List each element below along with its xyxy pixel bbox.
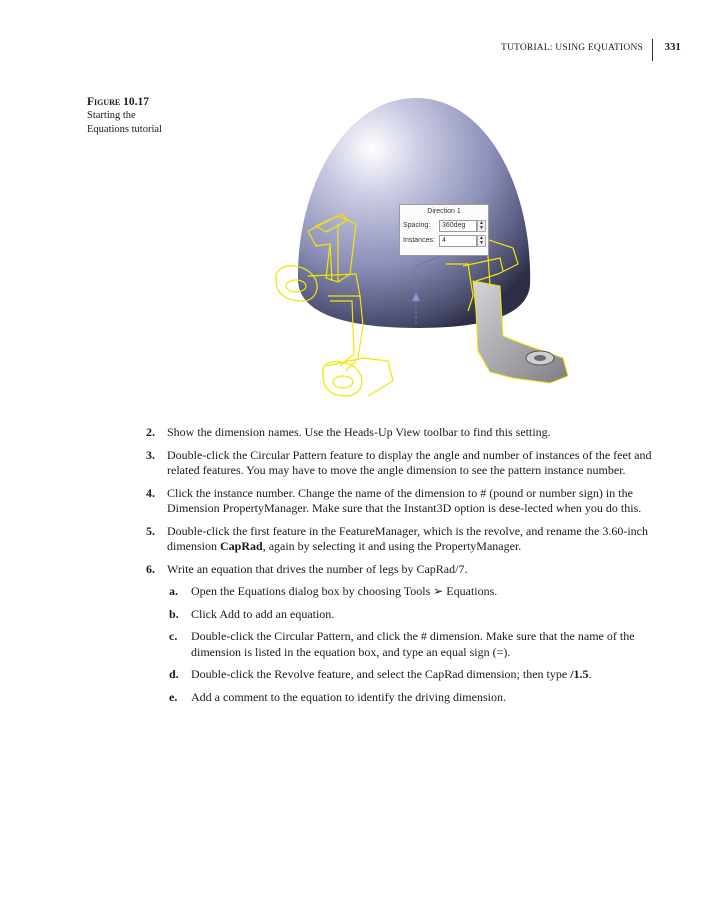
step-text: Write an equation that drives the number of legs by CapRad/7. xyxy=(167,561,468,576)
substep-text-part: Double-click the Revolve feature, and select the CapRad dimension; then type xyxy=(191,667,571,681)
step-number: 4. xyxy=(146,485,155,500)
substep xyxy=(169,667,666,683)
spacing-spinner-icon[interactable]: ▲ ▼ xyxy=(477,220,486,232)
step-text xyxy=(167,524,648,554)
step-emphasis: CapRad xyxy=(220,539,263,553)
step xyxy=(146,524,666,555)
substep-text: Click Add to add an equation. xyxy=(191,606,335,621)
substeps xyxy=(169,584,666,705)
step-text: Click the instance number. Change the name of the dimension to # (pound or number sign) in the Dimension PropertyManager. Make sure that the Instant3D option is dese-lected when you do this. xyxy=(167,485,642,515)
substep-text-part: . xyxy=(588,667,592,681)
substep-letter: b. xyxy=(169,606,179,621)
egg-model-illustration xyxy=(268,96,588,416)
substep-text: Add a comment to the equation to identify the driving dimension. xyxy=(191,689,506,704)
step-text-part: , again by selecting it and using the PropertyManager. xyxy=(262,539,522,553)
substep xyxy=(169,584,666,600)
model-figure xyxy=(268,96,588,416)
substep-text: Double-click the Circular Pattern, and click the # dimension. Make sure that the name of the dimension is listed in the equation box, and type an equal sign (=). xyxy=(191,629,635,659)
instances-input[interactable]: 4 xyxy=(439,235,477,247)
step xyxy=(146,425,666,441)
step-number: 2. xyxy=(146,425,155,439)
running-head xyxy=(480,41,681,61)
running-head-divider xyxy=(652,39,653,61)
hud-title: Direction 1 xyxy=(427,208,461,215)
running-head-title: TUTORIAL: USING EQUATIONS xyxy=(500,43,643,53)
substep-text xyxy=(191,667,592,681)
step-text: Double-click the Circular Pattern feature to display the angle and number of instances of the feet and related features. You may have to move the angle dimension to see the pattern instance number. xyxy=(167,447,652,477)
step-text: Show the dimension names. Use the Heads-Up View toolbar to find this setting. xyxy=(167,425,551,439)
step xyxy=(146,486,666,517)
substep xyxy=(169,690,666,706)
step-number: 5. xyxy=(146,523,155,538)
substep-letter: d. xyxy=(169,667,179,681)
substep xyxy=(169,607,666,623)
substep-letter: a. xyxy=(169,584,178,598)
step xyxy=(146,562,666,706)
substep-letter: c. xyxy=(169,629,178,643)
figure-caption xyxy=(87,95,207,137)
spacing-input[interactable]: 360deg xyxy=(439,220,477,232)
page-number: 331 xyxy=(664,42,681,53)
spacing-label: Spacing: xyxy=(403,222,431,229)
instances-spinner-icon[interactable]: ▲ ▼ xyxy=(477,235,486,247)
step-text-part: Double-click the first feature in the FeatureManager, which is the revolve, and rename the 3.60-inch dimension xyxy=(167,523,649,553)
figure-label: Figure 10.17 xyxy=(87,96,150,108)
hud-instances-row xyxy=(400,234,488,248)
tutorial-steps xyxy=(146,425,666,712)
instances-label: Instances: xyxy=(403,237,435,244)
substep-letter: e. xyxy=(169,689,178,704)
caption-line-2: Equations tutorial xyxy=(87,124,162,135)
pattern-direction-hud xyxy=(399,204,489,256)
step xyxy=(146,448,666,479)
hud-spacing-row xyxy=(400,219,488,233)
step-number: 6. xyxy=(146,561,155,576)
substep-emphasis: /1.5 xyxy=(570,667,589,681)
substep-text: Open the Equations dialog box by choosing Tools ➢ Equations. xyxy=(191,584,498,598)
substep xyxy=(169,629,666,660)
step-number: 3. xyxy=(146,447,155,462)
caption-line-1: Starting the xyxy=(87,110,136,121)
